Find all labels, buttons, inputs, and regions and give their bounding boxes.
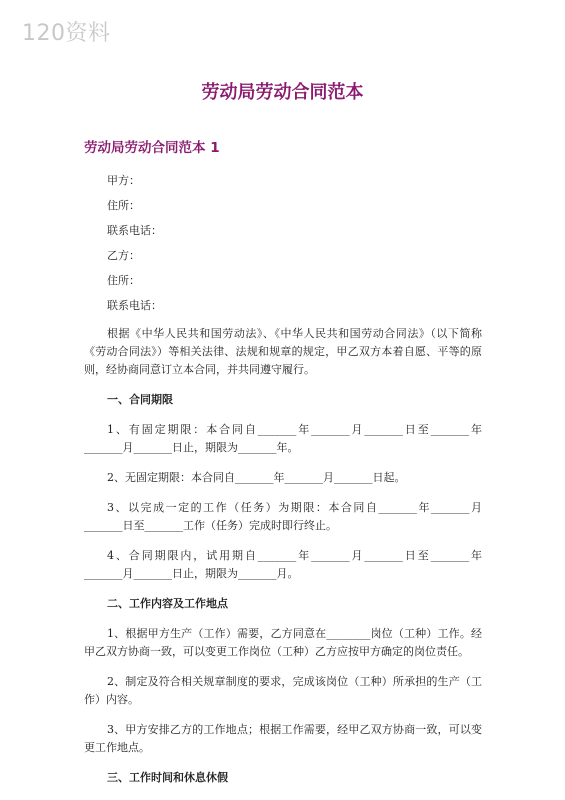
party-b-label: 乙方： [107,249,140,262]
clause-paragraph: 2、制定及符合相关规章制度的要求，完成该岗位（工种）所承担的生产（工作）内容。 [84,675,482,706]
section-heading: 二、工作内容及工作地点 [107,597,228,610]
document-title: 劳动局劳动合同范本 [201,82,364,103]
intro-paragraph: 根据《中华人民共和国劳动法》、《中华人民共和国劳动合同法》（以下简称《劳动合同法》）等相关法律、法规和规章的规定，甲乙双方本着自愿、平等的原则，经协商同意订立本合同，并共同遵守履行。 [84,327,482,376]
party-a-label: 甲方： [107,174,140,187]
watermark-logo: 120资料 [22,21,111,46]
clause-paragraph: 1、有固定期限：本合同自_______年_______月_______日至_______年_______月_______日止，期限为_______年。 [84,423,482,454]
clause-paragraph: 1、根据甲方生产（工作）需要，乙方同意在________岗位（工种）工作。经甲乙双方协商一致，可以变更工作岗位（工种）乙方应按甲方确定的岗位责任。 [84,627,482,658]
clause-paragraph: 4、合同期限内，试用期自_______年_______月_______日至_______年_______月_______日止，期限为_______月。 [84,549,482,580]
clause-paragraph: 3、甲方安排乙方的工作地点；根据工作需要，经甲乙双方协商一致，可以变更工作地点。 [84,723,482,754]
party-b-phone-label: 联系电话： [107,299,162,312]
party-b-address-label: 住所： [107,274,140,287]
clause-paragraph: 2、无固定期限：本合同自_______年_______月_______日起。 [107,471,406,484]
section-heading: 三、工作时间和休息休假 [107,771,228,784]
clause-paragraph: 3、以完成一定的工作（任务）为期限：本合同自_______年_______月_______日至_______工作（任务）完成时即行终止。 [84,501,482,532]
section-heading: 一、合同期限 [107,393,173,406]
party-a-address-label: 住所： [107,199,140,212]
party-a-phone-label: 联系电话： [107,224,162,237]
document-body [84,172,482,799]
document-subtitle: 劳动局劳动合同范本 1 [84,140,220,156]
